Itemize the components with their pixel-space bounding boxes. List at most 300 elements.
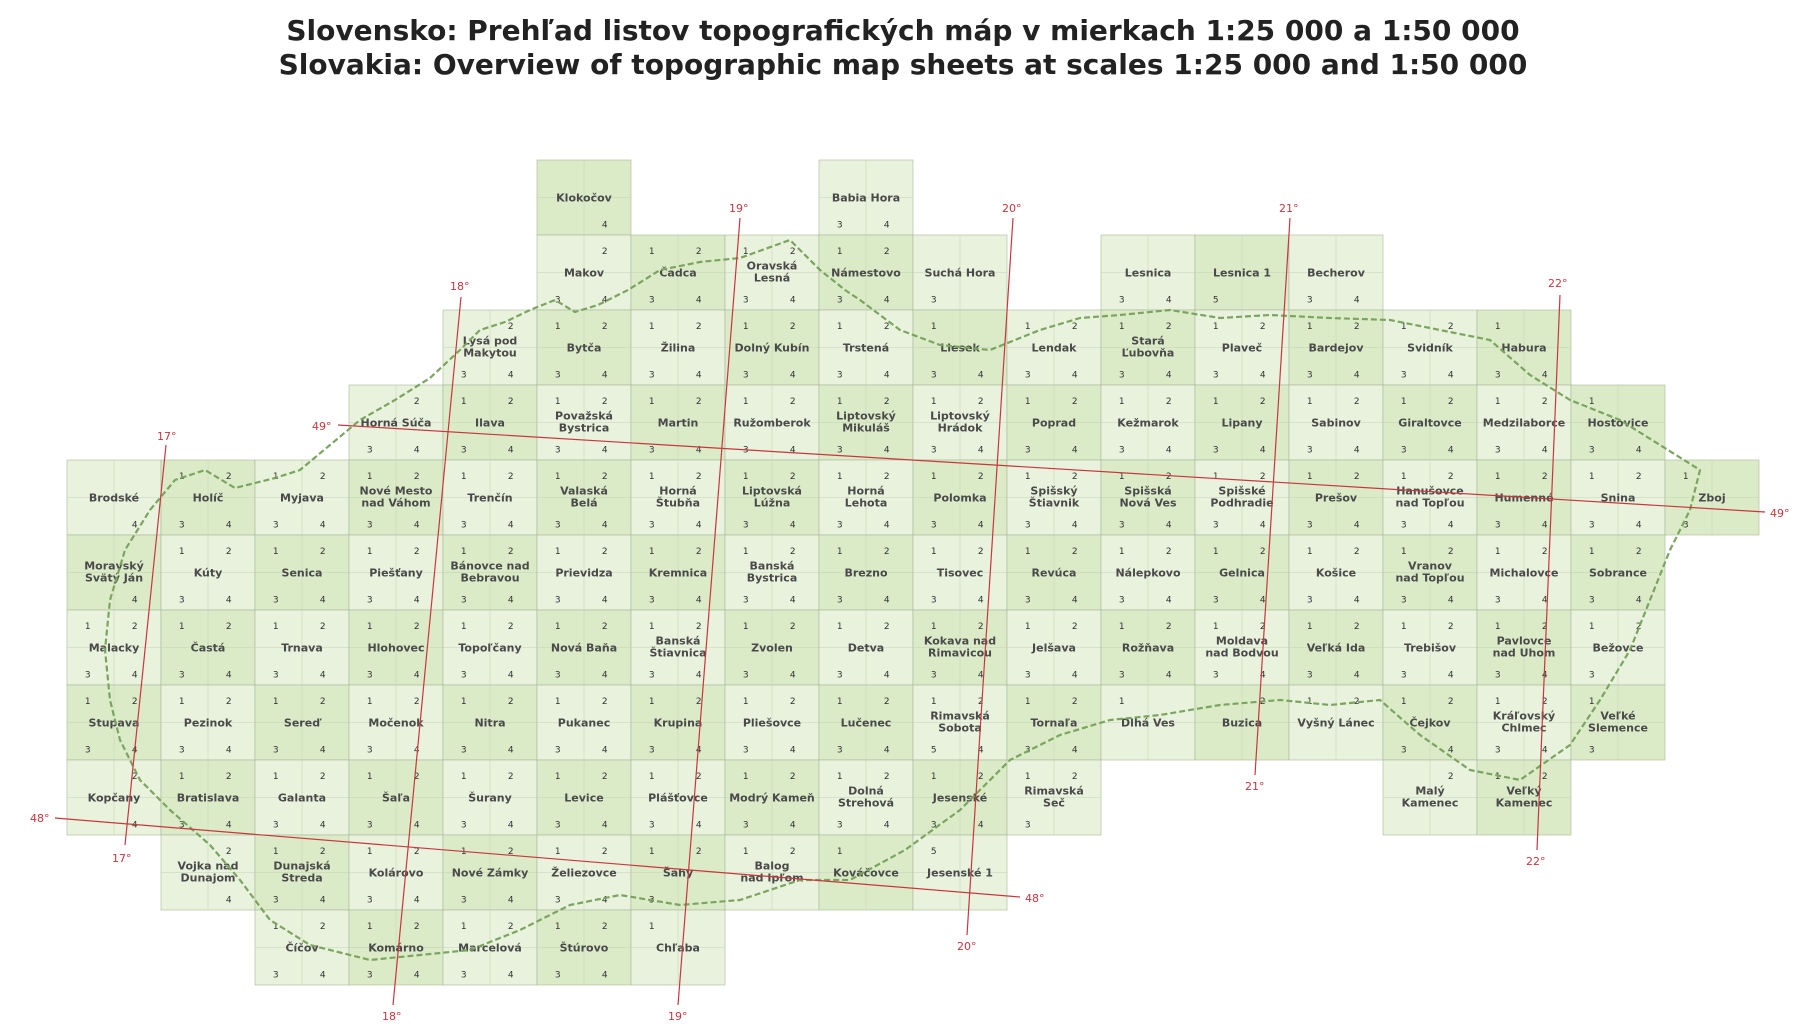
quadrant-number: 1	[742, 396, 749, 407]
quadrant-number: 2	[225, 546, 232, 557]
quadrant-number: 2	[413, 696, 420, 707]
quadrant-number: 1	[178, 621, 185, 632]
quadrant-number: 3	[1400, 445, 1407, 456]
quadrant-number: 3	[836, 445, 843, 456]
quadrant-number: 1	[272, 696, 279, 707]
quadrant-number: 3	[1118, 370, 1125, 381]
quadrant-number: 2	[977, 471, 984, 482]
quadrant-number: 4	[977, 745, 984, 756]
quadrant-number: 3	[836, 220, 843, 231]
sheet-name: Moldava nad Bodvou	[1205, 634, 1279, 660]
quadrant-number: 4	[1541, 595, 1548, 606]
quadrant-number: 3	[1306, 370, 1313, 381]
sheet-stara-lubovna	[1101, 310, 1195, 385]
quadrant-number: 2	[1447, 321, 1454, 332]
sheet-name: Stará Ľubovňa	[1121, 334, 1175, 360]
sheet-name: Piešťany	[369, 566, 423, 580]
quadrant-number: 3	[930, 520, 937, 531]
sheet-name: Valaská Belá	[560, 484, 608, 510]
quadrant-number: 4	[1071, 595, 1078, 606]
sheet-ruzomberok	[725, 385, 819, 460]
quadrant-number: 2	[413, 546, 420, 557]
quadrant-number: 3	[554, 520, 561, 531]
quadrant-number: 2	[1259, 321, 1266, 332]
quadrant-number: 3	[1400, 745, 1407, 756]
quadrant-number: 1	[930, 396, 937, 407]
quadrant-number: 3	[648, 745, 655, 756]
quadrant-number: 1	[1024, 621, 1031, 632]
sheet-name: Trenčín	[467, 491, 513, 505]
quadrant-number: 4	[883, 295, 890, 306]
sheet-poprad	[1007, 385, 1101, 460]
quadrant-number: 4	[1353, 595, 1360, 606]
quadrant-number: 4	[601, 595, 608, 606]
sheet-name: Častá	[190, 641, 226, 655]
sheet-spisska-nova-ves	[1101, 460, 1195, 535]
quadrant-number: 4	[789, 745, 796, 756]
quadrant-number: 2	[131, 771, 138, 782]
quadrant-number: 1	[648, 771, 655, 782]
quadrant-number: 4	[1353, 295, 1360, 306]
sheet-klokocov	[537, 160, 631, 235]
sheet-name: Vranov nad Topľou	[1395, 559, 1465, 585]
sheet-name: Spišský Štiavnik	[1028, 484, 1080, 510]
meridian-top-label: 20°	[1002, 202, 1022, 215]
quadrant-number: 2	[695, 246, 702, 257]
sheet-pukanec	[537, 685, 631, 760]
sheet-rimavska-sec	[1007, 760, 1101, 835]
quadrant-number: 4	[601, 520, 608, 531]
sheet-pavlovce-nad-uhom	[1477, 610, 1571, 685]
quadrant-number: 1	[1494, 396, 1501, 407]
sheet-name: Liptovský Mikuláš	[836, 409, 896, 435]
quadrant-number: 4	[883, 745, 890, 756]
quadrant-number: 2	[507, 396, 514, 407]
quadrant-number: 2	[695, 621, 702, 632]
quadrant-number: 4	[413, 745, 420, 756]
quadrant-number: 1	[742, 771, 749, 782]
quadrant-number: 1	[648, 621, 655, 632]
quadrant-number: 1	[930, 696, 937, 707]
sheet-senica	[255, 535, 349, 610]
sheet-name: Horná Štubňa	[655, 484, 701, 510]
quadrant-number: 4	[1447, 520, 1454, 531]
quadrant-number: 4	[789, 370, 796, 381]
quadrant-number: 2	[413, 471, 420, 482]
sheet-tisovec	[913, 535, 1007, 610]
quadrant-number: 2	[789, 696, 796, 707]
sheet-name: Krupina	[653, 716, 703, 730]
sheet-name: Stupava	[88, 716, 140, 730]
quadrant-number: 3	[178, 745, 185, 756]
sheet-name: Horná Lehota	[844, 484, 888, 510]
quadrant-number: 4	[1071, 370, 1078, 381]
quadrant-number: 1	[366, 471, 373, 482]
sheet-liptovsky-mikulas	[819, 385, 913, 460]
quadrant-number: 4	[695, 820, 702, 831]
quadrant-number: 3	[460, 670, 467, 681]
sheet-sered	[255, 685, 349, 760]
quadrant-number: 3	[272, 820, 279, 831]
quadrant-number: 3	[554, 595, 561, 606]
quadrant-number: 4	[413, 595, 420, 606]
sheet-nova-bana	[537, 610, 631, 685]
sheet-name: Trnava	[281, 641, 323, 655]
quadrant-number: 3	[1306, 445, 1313, 456]
quadrant-number: 1	[554, 696, 561, 707]
quadrant-number: 1	[84, 621, 91, 632]
sheet-name: Sereď	[283, 716, 321, 730]
quadrant-number: 1	[1494, 471, 1501, 482]
sheet-hanusovce-nad-toplou	[1383, 460, 1477, 535]
quadrant-number: 4	[413, 520, 420, 531]
quadrant-number: 4	[1259, 370, 1266, 381]
sheet-name: Nálepkovo	[1115, 566, 1181, 580]
quadrant-number: 2	[1447, 771, 1454, 782]
sheet-name: Jelšava	[1032, 641, 1076, 655]
quadrant-number: 3	[554, 820, 561, 831]
quadrant-number: 1	[272, 546, 279, 557]
sheet-name: Kežmarok	[1117, 416, 1179, 430]
quadrant-number: 3	[1400, 595, 1407, 606]
quadrant-number: 2	[1071, 471, 1078, 482]
quadrant-number: 2	[507, 696, 514, 707]
sheet-name: Plášťovce	[648, 791, 708, 805]
quadrant-number: 4	[319, 670, 326, 681]
quadrant-number: 3	[836, 820, 843, 831]
quadrant-number: 3	[366, 595, 373, 606]
quadrant-number: 2	[1541, 396, 1548, 407]
quadrant-number: 4	[1165, 520, 1172, 531]
sheet-name: Rimavská Sobota	[930, 709, 990, 735]
sheet-name: Banská Štiavnica	[649, 634, 707, 660]
quadrant-number: 4	[977, 820, 984, 831]
sheet-name: Číčov	[285, 941, 319, 955]
quadrant-number: 4	[413, 895, 420, 906]
quadrant-number: 2	[601, 321, 608, 332]
quadrant-number: 4	[225, 895, 232, 906]
sheet-kopcany	[67, 760, 161, 835]
sheet-name: Makov	[563, 266, 605, 280]
quadrant-number: 2	[601, 921, 608, 932]
sheet-name: Močenok	[368, 716, 424, 730]
sheet-ilava	[443, 385, 537, 460]
quadrant-number: 2	[1259, 546, 1266, 557]
quadrant-number: 4	[507, 370, 514, 381]
quadrant-number: 1	[554, 396, 561, 407]
quadrant-number: 1	[1494, 696, 1501, 707]
sheet-name: Liesek	[940, 341, 980, 355]
quadrant-number: 3	[930, 820, 937, 831]
quadrant-number: 1	[178, 696, 185, 707]
sheet-name: Moravský Svätý Ján	[84, 559, 144, 585]
sheet-grid	[67, 160, 1759, 985]
quadrant-number: 2	[1071, 396, 1078, 407]
sheet-name: Svidník	[1407, 341, 1453, 355]
quadrant-number: 4	[1541, 670, 1548, 681]
quadrant-number: 2	[413, 846, 420, 857]
quadrant-number: 2	[1259, 696, 1266, 707]
quadrant-number: 4	[1165, 370, 1172, 381]
sheet-liptovska-luzna	[725, 460, 819, 535]
quadrant-number: 2	[1071, 696, 1078, 707]
quadrant-number: 2	[413, 621, 420, 632]
quadrant-number: 4	[507, 745, 514, 756]
sheet-name: Babia Hora	[831, 191, 901, 205]
quadrant-number: 3	[460, 745, 467, 756]
meridian-bottom-label: 17°	[112, 852, 132, 865]
quadrant-number: 1	[836, 546, 843, 557]
quadrant-number: 4	[789, 595, 796, 606]
quadrant-number: 4	[789, 670, 796, 681]
sheet-trebisov	[1383, 610, 1477, 685]
quadrant-number: 3	[272, 895, 279, 906]
sheet-lucenec	[819, 685, 913, 760]
sheet-zilina	[631, 310, 725, 385]
quadrant-number: 4	[225, 745, 232, 756]
sheet-vranov-nad-toplou	[1383, 535, 1477, 610]
sheet-namestovo	[819, 235, 913, 310]
quadrant-number: 1	[1024, 771, 1031, 782]
quadrant-number: 2	[789, 321, 796, 332]
quadrant-number: 4	[883, 370, 890, 381]
quadrant-number: 1	[930, 621, 937, 632]
quadrant-number: 4	[601, 445, 608, 456]
quadrant-number: 2	[319, 471, 326, 482]
quadrant-number: 1	[1400, 396, 1407, 407]
quadrant-number: 1	[460, 846, 467, 857]
quadrant-number: 4	[131, 520, 138, 531]
quadrant-number: 2	[883, 621, 890, 632]
sheet-name: Rimavská Seč	[1024, 784, 1084, 810]
sheet-dunajska-streda	[255, 835, 349, 910]
sheet-levice	[537, 760, 631, 835]
quadrant-number: 3	[1024, 820, 1031, 831]
quadrant-number: 4	[507, 595, 514, 606]
sheet-plavec	[1195, 310, 1289, 385]
sheet-vojka-nad-dunajom	[161, 835, 255, 910]
sheet-name: Jesenské 1	[927, 866, 993, 880]
quadrant-number: 3	[554, 370, 561, 381]
quadrant-number: 1	[742, 321, 749, 332]
sheet-hlohovec	[349, 610, 443, 685]
quadrant-number: 1	[1024, 696, 1031, 707]
quadrant-number: 4	[1541, 445, 1548, 456]
sheet-name: Nové Mesto nad Váhom	[359, 484, 433, 510]
quadrant-number: 3	[1306, 520, 1313, 531]
quadrant-number: 4	[695, 295, 702, 306]
quadrant-number: 1	[1494, 321, 1501, 332]
quadrant-number: 1	[1400, 471, 1407, 482]
quadrant-number: 3	[272, 670, 279, 681]
quadrant-number: 2	[319, 921, 326, 932]
sheet-name: Balog nad Ipľom	[740, 859, 804, 885]
meridian-bottom-label: 21°	[1245, 780, 1265, 793]
quadrant-number: 4	[1165, 295, 1172, 306]
quadrant-number: 2	[225, 771, 232, 782]
sheet-name: Snina	[1600, 491, 1636, 505]
quadrant-number: 2	[789, 471, 796, 482]
quadrant-number: 2	[319, 696, 326, 707]
sheet-chlaba	[631, 910, 725, 985]
sheet-name: Dolný Kubín	[734, 341, 810, 355]
quadrant-number: 3	[1682, 520, 1689, 531]
quadrant-number: 1	[1118, 546, 1125, 557]
quadrant-number: 2	[319, 546, 326, 557]
sheet-babia-hora	[819, 160, 913, 235]
quadrant-number: 4	[131, 595, 138, 606]
quadrant-number: 4	[977, 670, 984, 681]
title-line-english: Slovakia: Overview of topographic map sheets at scales 1:25 000 and 1:50 000	[278, 48, 1528, 81]
sheet-name: Giraltovce	[1398, 416, 1462, 430]
sheet-michalovce	[1477, 535, 1571, 610]
quadrant-number: 4	[131, 820, 138, 831]
quadrant-number: 2	[789, 396, 796, 407]
sheet-name: Trstená	[842, 341, 890, 355]
sheet-name: Plaveč	[1221, 341, 1263, 355]
sheet-nove-zamky	[443, 835, 537, 910]
quadrant-number: 3	[1400, 370, 1407, 381]
quadrant-number: 2	[1353, 696, 1360, 707]
quadrant-number: 4	[883, 220, 890, 231]
quadrant-number: 4	[789, 520, 796, 531]
quadrant-number: 3	[1212, 670, 1219, 681]
quadrant-number: 1	[1212, 471, 1219, 482]
quadrant-number: 2	[413, 396, 420, 407]
quadrant-number: 2	[789, 246, 796, 257]
quadrant-number: 1	[836, 321, 843, 332]
quadrant-number: 3	[84, 670, 91, 681]
quadrant-number: 3	[460, 520, 467, 531]
sheet-name: Nitra	[474, 716, 506, 730]
quadrant-number: 1	[1682, 471, 1689, 482]
sheet-name: Detva	[847, 641, 885, 655]
sheet-pezinok	[161, 685, 255, 760]
sheet-name: Čejkov	[1409, 716, 1451, 730]
quadrant-number: 4	[1259, 670, 1266, 681]
quadrant-number: 1	[1212, 321, 1219, 332]
sheet-lesnica-1	[1195, 235, 1289, 310]
sheet-modry-kamen	[725, 760, 819, 835]
sheet-krupina	[631, 685, 725, 760]
quadrant-number: 4	[413, 820, 420, 831]
quadrant-number: 1	[836, 696, 843, 707]
quadrant-number: 1	[1306, 471, 1313, 482]
quadrant-number: 5	[930, 745, 937, 756]
quadrant-number: 3	[836, 745, 843, 756]
sheet-becherov	[1289, 235, 1383, 310]
quadrant-number: 1	[648, 546, 655, 557]
quadrant-number: 2	[789, 621, 796, 632]
quadrant-number: 1	[1400, 321, 1407, 332]
quadrant-number: 2	[601, 246, 608, 257]
sheet-name: Bytča	[566, 341, 602, 355]
quadrant-number: 4	[225, 820, 232, 831]
sheet-svidnik	[1383, 310, 1477, 385]
sheet-name: Košice	[1315, 566, 1357, 580]
quadrant-number: 1	[1494, 771, 1501, 782]
quadrant-number: 3	[1024, 670, 1031, 681]
quadrant-number: 3	[930, 445, 937, 456]
quadrant-number: 2	[601, 696, 608, 707]
quadrant-number: 2	[507, 771, 514, 782]
quadrant-number: 4	[883, 445, 890, 456]
quadrant-number: 3	[836, 595, 843, 606]
sheet-name: Bardejov	[1308, 341, 1364, 355]
sheet-name: Kokava nad Rimavicou	[923, 634, 997, 660]
quadrant-number: 3	[1118, 295, 1125, 306]
quadrant-number: 3	[1400, 670, 1407, 681]
quadrant-number: 2	[883, 321, 890, 332]
quadrant-number: 2	[1071, 621, 1078, 632]
quadrant-number: 4	[789, 820, 796, 831]
quadrant-number: 3	[366, 670, 373, 681]
sheet-velky-kamenec	[1477, 760, 1571, 835]
sheet-medzilaborce	[1477, 385, 1571, 460]
meridian-top-label: 21°	[1279, 202, 1299, 215]
sheet-name: Poprad	[1031, 416, 1077, 430]
sheet-name: Malý Kamenec	[1401, 784, 1459, 810]
quadrant-number: 3	[1212, 445, 1219, 456]
sheet-lysa-pod-makytou	[443, 310, 537, 385]
quadrant-number: 2	[977, 621, 984, 632]
quadrant-number: 1	[1306, 696, 1313, 707]
quadrant-number: 3	[460, 595, 467, 606]
sheet-casta	[161, 610, 255, 685]
quadrant-number: 2	[131, 621, 138, 632]
quadrant-number: 3	[178, 670, 185, 681]
sheet-moravsky-svaty-jan	[67, 535, 161, 610]
sheet-name: Klokočov	[556, 191, 612, 205]
quadrant-number: 3	[742, 445, 749, 456]
quadrant-number: 3	[1212, 370, 1219, 381]
quadrant-number: 1	[554, 621, 561, 632]
sheet-name: Brodské	[88, 491, 140, 505]
sheet-plastovce	[631, 760, 725, 835]
sheet-name: Dlhá Ves	[1121, 716, 1175, 730]
sheet-sturovo	[537, 910, 631, 985]
sheet-banska-stiavnica	[631, 610, 725, 685]
sheet-name: Kremnica	[648, 566, 708, 580]
sheet-sala	[349, 760, 443, 835]
quadrant-number: 2	[695, 471, 702, 482]
sheet-name: Žilina	[660, 341, 696, 355]
sheet-jelsava	[1007, 610, 1101, 685]
sheet-name: Námestovo	[831, 266, 901, 280]
sheet-name: Šahy	[662, 866, 694, 880]
sheet-name: Veľké Slemence	[1588, 709, 1648, 735]
sheet-name: Považská Bystrica	[555, 409, 613, 435]
quadrant-number: 3	[460, 820, 467, 831]
quadrant-number: 2	[695, 321, 702, 332]
sheet-name: Levice	[564, 791, 604, 805]
quadrant-number: 2	[1635, 621, 1642, 632]
quadrant-number: 2	[695, 546, 702, 557]
quadrant-number: 2	[1635, 471, 1642, 482]
quadrant-number: 3	[1024, 445, 1031, 456]
quadrant-number: 4	[1541, 745, 1548, 756]
sheet-piestany	[349, 535, 443, 610]
sheet-makov	[537, 235, 631, 310]
sheet-nitra	[443, 685, 537, 760]
quadrant-number: 3	[460, 370, 467, 381]
quadrant-number: 3	[930, 670, 937, 681]
sheet-name: Kúty	[193, 566, 223, 580]
sheet-name: Vyšný Lánec	[1297, 716, 1375, 730]
sheet-dolny-kubin	[725, 310, 819, 385]
quadrant-number: 4	[601, 220, 608, 231]
quadrant-number: 2	[883, 396, 890, 407]
